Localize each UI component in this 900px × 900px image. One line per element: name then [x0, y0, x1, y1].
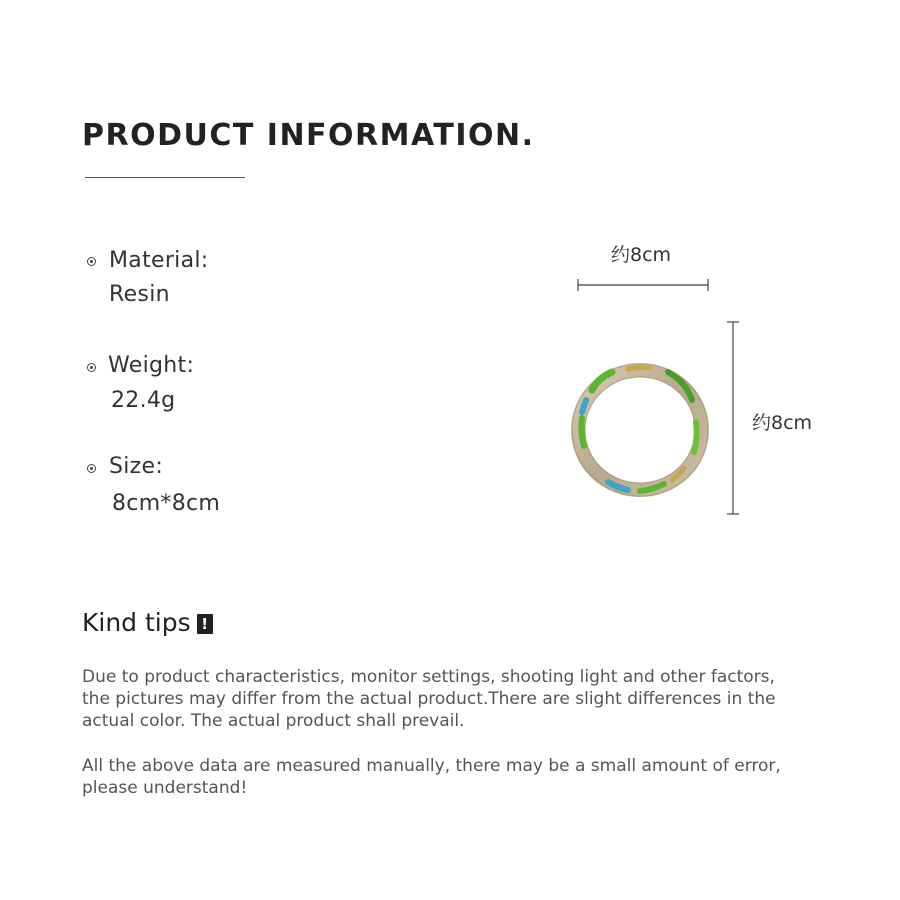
- material-value: Resin: [109, 282, 170, 307]
- width-dimension-line: [574, 276, 714, 294]
- kind-tips-heading: [82, 608, 213, 637]
- kind-tips-title: Kind tips: [82, 608, 191, 637]
- tips-paragraph: Due to product characteristics, monitor settings, shooting light and other factors, the pictures may differ from the actual product.There are slight differences in the actual color. The actual product shall prevail.: [82, 667, 776, 731]
- size-value: 8cm*8cm: [112, 491, 221, 516]
- size-bullet-icon: [87, 464, 96, 473]
- size-label: Size:: [109, 454, 164, 479]
- weight-value: 22.4g: [111, 388, 176, 413]
- page-title: PRODUCT INFORMATION.: [82, 118, 535, 153]
- material-bullet-icon: [87, 257, 96, 266]
- tips-paragraph: All the above data are measured manually, there may be a small amount of error, please understand!: [82, 756, 781, 798]
- material-label: Material:: [109, 248, 209, 273]
- exclamation-icon: !: [197, 614, 213, 634]
- weight-label: Weight:: [108, 353, 195, 378]
- weight-bullet-icon: [87, 363, 96, 372]
- resin-bangle-image: [568, 360, 712, 504]
- width-dimension-label: 约8cm: [611, 244, 672, 266]
- title-divider: [85, 177, 245, 178]
- height-dimension-label: 约8cm: [752, 412, 813, 434]
- height-dimension-line: [723, 318, 743, 518]
